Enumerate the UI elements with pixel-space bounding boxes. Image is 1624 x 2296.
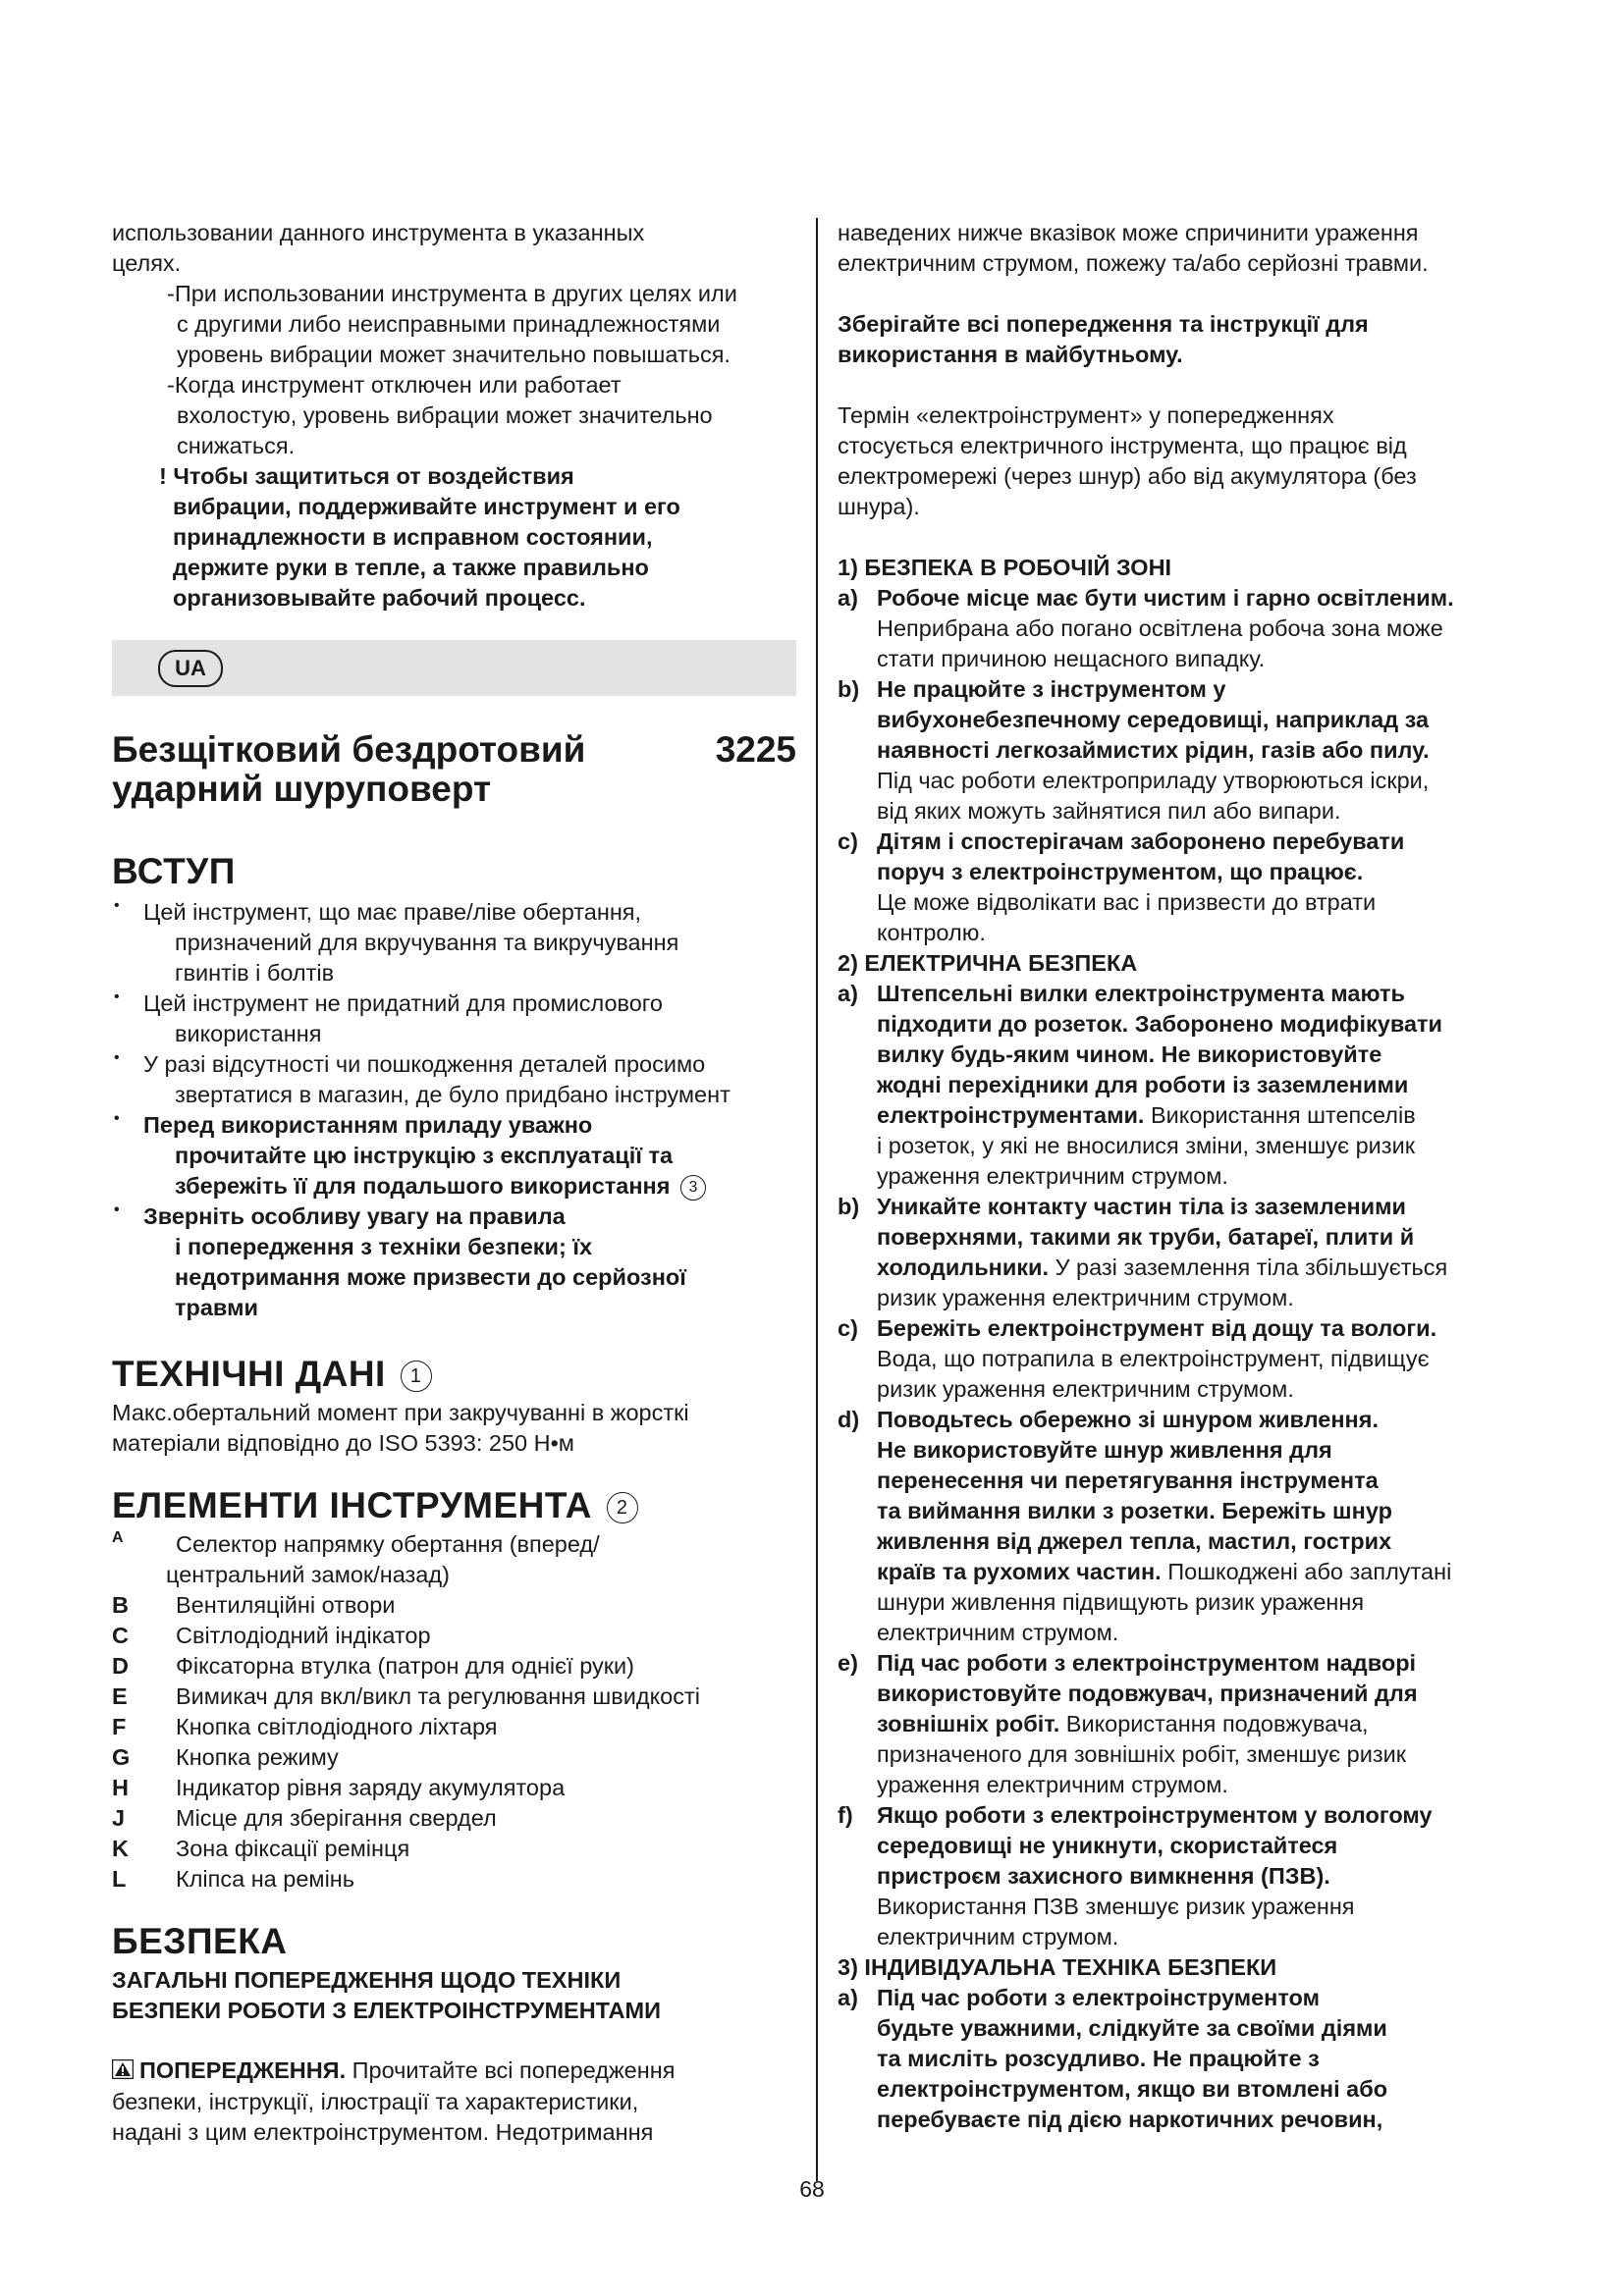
- rule-label: b): [838, 1194, 860, 1219]
- rule-bold: пристроєм захисного вимкнення (ПЗВ).: [877, 1863, 1330, 1889]
- component-key: D: [112, 1653, 129, 1679]
- figure-ref: 1: [401, 1361, 432, 1392]
- rule-text: ураження електричним струмом.: [877, 1772, 1228, 1797]
- components-list: [112, 1529, 796, 1895]
- warning-line: безпеки, інструкції, ілюстрації та характеристики,: [112, 2089, 639, 2115]
- rule-label: b): [838, 676, 860, 702]
- rule-label: c): [838, 828, 858, 854]
- rule-text: і розеток, у які не вносилися зміни, зменшує ризик: [877, 1133, 1415, 1158]
- component-key: F: [112, 1714, 127, 1739]
- rule-label: a): [838, 585, 858, 611]
- rule-bold: живлення від джерел тепла, мастил, гострих: [877, 1528, 1392, 1554]
- rule-text: Вода, що потрапила в електроінструмент, підвищує: [877, 1346, 1430, 1371]
- rule-label: a): [838, 981, 858, 1006]
- rule-text: стати причиною нещасного випадку.: [877, 646, 1266, 671]
- rule-bold: Штепсельні вилки електроінструмента мають: [877, 981, 1405, 1006]
- component-item: [112, 1742, 796, 1773]
- tech-line: матеріали відповідно до ISO 5393: 250 Н•м: [112, 1430, 574, 1456]
- list-line: недотримання може призвести до серйозної: [175, 1264, 686, 1290]
- ru-warning-line: принадлежности в исправном состоянии,: [173, 524, 653, 550]
- list-line: збережіть її для подальшого використання: [175, 1173, 671, 1199]
- safety-rule: [838, 1192, 1525, 1313]
- language-badge: UA: [158, 650, 223, 687]
- elements-heading: [112, 1484, 796, 1527]
- model-number: 3225: [715, 729, 796, 770]
- rule-label: c): [838, 1315, 858, 1341]
- safety-heading: БЕЗПЕКА: [112, 1921, 288, 1961]
- component-label: Вимикач для вкл/викл та регулювання швидкості: [176, 1683, 700, 1709]
- rule-bold: Якщо роботи з електроінструментом у вологому: [877, 1802, 1433, 1828]
- cont-line: наведених нижче вказівок може спричинити ураження: [838, 220, 1419, 245]
- product-title: [112, 730, 585, 809]
- list-item: • Цей інструмент, що має праве/ліве обертання, призначений для вкручування та викручування гвинтів і болтів: [112, 897, 796, 988]
- ru-warning: [112, 461, 796, 614]
- component-item: [112, 1651, 796, 1682]
- figure-ref: 2: [607, 1492, 638, 1523]
- safety-rule: [838, 1800, 1525, 1952]
- list-line: використання: [175, 1021, 322, 1046]
- rule-label: f): [838, 1802, 853, 1828]
- rule-bold: Бережіть електроінструмент від дощу та вологи.: [877, 1315, 1437, 1341]
- rule-bold: Не використовуйте шнур живлення для: [877, 1437, 1332, 1463]
- tech-line: Макс.обертальний момент при закручуванні в жорсткі: [112, 1400, 689, 1425]
- rule-bold: та виймання вилки з розетки. Бережіть шнур: [877, 1498, 1392, 1523]
- ru-vibration-text: [112, 218, 796, 614]
- right-column: [838, 218, 1525, 2135]
- rule-bold: та мисліть розсудливо. Не працюйте з: [877, 2046, 1320, 2071]
- safety-rule: [838, 827, 1525, 948]
- section-heading: 3) ІНДИВІДУАЛЬНА ТЕХНІКА БЕЗПЕКИ: [838, 1954, 1277, 1980]
- rule-label: a): [838, 1985, 858, 2010]
- rule-bold: середовищі не уникнути, скористайтеся: [877, 1833, 1338, 1858]
- warning-text: Прочитайте всі попередження: [352, 2057, 676, 2083]
- warning-label: ПОПЕРЕДЖЕННЯ.: [139, 2057, 347, 2083]
- term-line: шнура).: [838, 494, 920, 519]
- rule-bold: використовуйте подовжувач, призначений для: [877, 1681, 1418, 1706]
- safety-rule: [838, 674, 1525, 827]
- safety-subheading: БЕЗПЕКИ РОБОТИ З ЕЛЕКТРОІНСТРУМЕНТАМИ: [112, 1998, 661, 2023]
- component-item: [112, 1864, 796, 1895]
- list-line: прочитайте цю інструкцію з експлуатації та: [175, 1143, 674, 1168]
- component-label: Зона фіксації ремінця: [176, 1836, 410, 1861]
- rule-bold: Поводьтесь обережно зі шнуром живлення.: [877, 1407, 1379, 1432]
- left-column: [112, 218, 796, 2148]
- safety-rule: [838, 1405, 1525, 1648]
- component-key: B: [112, 1592, 129, 1618]
- component-key: E: [112, 1683, 128, 1709]
- rule-bold: жодні перехідники для роботи із заземленими: [877, 1072, 1409, 1097]
- rule-text: Неприбрана або погано освітлена робоча зона може: [877, 615, 1443, 641]
- rule-bold: вилку будь-яким чином. Не використовуйте: [877, 1041, 1382, 1067]
- ru-warning-line: ! Чтобы защититься от воздействия: [159, 463, 574, 489]
- list-line: звертатися в магазин, де було придбано інструмент: [175, 1082, 731, 1107]
- component-label: Місце для зберігання свердел: [176, 1805, 497, 1831]
- rule-bold: наявності легкозаймистих рідин, газів або пилу.: [877, 737, 1430, 763]
- intro-heading: ВСТУП: [112, 851, 236, 891]
- rule-bold: Дітям і спостерігачам заборонено перебувати: [877, 828, 1405, 854]
- ru-warning-line: вибрации, поддерживайте инструмент и его: [173, 494, 680, 519]
- component-item: [112, 1529, 796, 1590]
- list-item: • Перед використанням приладу уважно прочитайте цю інструкцію з експлуатації та збережіть її для подальшого використання 3: [112, 1110, 796, 1201]
- rule-bold: Не працюйте з інструментом у: [877, 676, 1226, 702]
- rule-text: електричним струмом.: [877, 1620, 1119, 1645]
- rule-bold: перенесення чи перетягування інструмента: [877, 1468, 1379, 1493]
- component-item: [112, 1773, 796, 1803]
- rule-text: Пошкоджені або заплутані: [1167, 1559, 1452, 1584]
- rule-text: призначеного для зовнішніх робіт, зменшує ризик: [877, 1741, 1407, 1767]
- rule-bold: електроінструментом, якщо ви втомлені або: [877, 2076, 1388, 2102]
- term-line: Термін «електроінструмент» у попередженнях: [838, 402, 1334, 428]
- ru-dash2-line: снижаться.: [177, 433, 296, 458]
- keep-instructions: використання в майбутньому.: [838, 342, 1183, 367]
- rule-text: Використання штепселів: [1150, 1102, 1416, 1128]
- list-line: і попередження з техніки безпеки; їх: [175, 1234, 593, 1259]
- safety-rule: [838, 1313, 1525, 1405]
- rule-bold: Уникайте контакту частин тіла із заземленими: [877, 1194, 1406, 1219]
- component-label: центральний замок/назад): [166, 1562, 450, 1587]
- rule-text: Використання подовжувача,: [1065, 1711, 1369, 1736]
- list-line: травми: [175, 1295, 258, 1320]
- product-title-line: ударний шуруповерт: [112, 769, 492, 809]
- warning-line: надані з цим електроінструментом. Недотримання: [112, 2119, 654, 2146]
- rule-bold: зовнішніх робіт.: [877, 1711, 1060, 1736]
- rule-text: Це може відволікати вас і призвести до втрати: [877, 889, 1377, 915]
- component-item: [112, 1621, 796, 1651]
- rule-bold: Під час роботи з електроінструментом надворі: [877, 1650, 1417, 1676]
- term-line: стосується електричного інструмента, що працює від: [838, 433, 1407, 458]
- column-divider: [816, 218, 818, 2181]
- keep-instructions: Зберігайте всі попередження та інструкції для: [838, 311, 1369, 337]
- rule-bold: поруч з електроінструментом, що працює.: [877, 859, 1364, 884]
- intro-list: [112, 897, 796, 1323]
- rule-text: ураження електричним струмом.: [877, 1163, 1228, 1189]
- tech-heading-text: ТЕХНІЧНІ ДАНІ: [112, 1354, 386, 1394]
- ru-dash2-line: -Когда инструмент отключен или работает: [167, 372, 622, 398]
- rule-label: e): [838, 1650, 858, 1676]
- figure-ref: 3: [680, 1175, 706, 1201]
- list-line: призначений для вкручування та викручування: [175, 930, 679, 955]
- section-heading: 2) ЕЛЕКТРИЧНА БЕЗПЕКА: [838, 950, 1138, 976]
- component-key: L: [112, 1866, 127, 1892]
- component-item: [112, 1682, 796, 1712]
- product-title-line: Безщітковий бездротовий: [112, 729, 586, 770]
- elements-heading-text: ЕЛЕМЕНТИ ІНСТРУМЕНТА: [112, 1485, 592, 1525]
- ru-warning-line: держите руки в тепле, а также правильно: [173, 555, 649, 580]
- component-key: G: [112, 1744, 131, 1770]
- rule-text: шнури живлення підвищують ризик ураження: [877, 1589, 1365, 1615]
- ru-dash1-line: -При использовании инструмента в других целях или: [167, 281, 737, 306]
- rule-text: електричним струмом.: [877, 1924, 1119, 1949]
- component-label: Кліпса на ремінь: [176, 1866, 355, 1892]
- list-line: гвинтів і болтів: [175, 960, 335, 986]
- rule-text: У разі заземлення тіла збільшується: [1055, 1255, 1448, 1280]
- list-item: • Цей інструмент не придатний для промислового використання: [112, 988, 796, 1049]
- rule-text: ризик ураження електричним струмом.: [877, 1376, 1294, 1402]
- rule-bold: перебуваєте під дією наркотичних речовин,: [877, 2107, 1383, 2132]
- component-key: K: [112, 1836, 129, 1861]
- component-label: Індикатор рівня заряду акумулятора: [176, 1775, 566, 1800]
- rule-bold: електроінструментами.: [877, 1102, 1145, 1128]
- safety-rule: [838, 583, 1525, 674]
- component-item: [112, 1712, 796, 1742]
- term-line: електромережі (через шнур) або від акумулятора (без: [838, 463, 1417, 489]
- component-label: Кнопка режиму: [176, 1744, 339, 1770]
- safety-subheading: ЗАГАЛЬНІ ПОПЕРЕДЖЕННЯ ЩОДО ТЕХНІКИ: [112, 1967, 622, 1993]
- rule-bold: підходити до розеток. Заборонено модифікувати: [877, 1011, 1443, 1037]
- component-label: Фіксаторна втулка (патрон для однієї руки): [176, 1653, 634, 1679]
- component-label: Світлодіодний індікатор: [176, 1623, 431, 1648]
- safety-rule: [838, 1648, 1525, 1800]
- ru-dash1-line: уровень вибрации может значительно повышаться.: [177, 342, 731, 367]
- product-title-row: [112, 730, 796, 809]
- component-label: Кнопка світлодіодного ліхтаря: [176, 1714, 498, 1739]
- tech-heading: [112, 1353, 796, 1396]
- rule-text: ризик ураження електричним струмом.: [877, 1285, 1294, 1310]
- general-warning: [112, 2056, 796, 2148]
- component-label: Селектор напрямку обертання (вперед/: [176, 1531, 600, 1557]
- section-heading: 1) БЕЗПЕКА В РОБОЧІЙ ЗОНІ: [838, 555, 1172, 580]
- ru-dash2-line: вхолостую, уровень вибрации может значительно: [177, 402, 713, 428]
- safety-rule: [838, 979, 1525, 1192]
- component-label: Вентиляційні отвори: [176, 1592, 396, 1618]
- rule-label: d): [838, 1407, 860, 1432]
- warning-icon: [112, 2056, 134, 2087]
- list-line: Цей інструмент не придатний для промислового: [143, 990, 663, 1016]
- component-key: A: [112, 1529, 124, 1546]
- list-line: Цей інструмент, що має праве/ліве обертання,: [143, 899, 642, 925]
- cont-line: електричним струмом, пожежу та/або серйозні травми.: [838, 250, 1429, 276]
- component-item: [112, 1803, 796, 1834]
- rule-bold: Під час роботи з електроінструментом: [877, 1985, 1320, 2010]
- rule-text: контролю.: [877, 920, 986, 945]
- language-band: [112, 640, 796, 696]
- list-line: У разі відсутності чи пошкодження деталей просимо: [143, 1051, 706, 1077]
- ru-dash1-line: с другими либо неисправными принадлежностями: [177, 311, 721, 337]
- rule-bold: будьте уважними, слідкуйте за своїми діями: [877, 2015, 1387, 2041]
- list-line: Перед використанням приладу уважно: [143, 1112, 593, 1138]
- component-key: C: [112, 1623, 129, 1648]
- safety-rule: [838, 1983, 1525, 2135]
- list-item: • Зверніть особливу увагу на правила і попередження з техніки безпеки; їх недотримання може призвести до серйозної травми: [112, 1201, 796, 1323]
- rule-bold: Робоче місце має бути чистим і гарно освітленим.: [877, 585, 1454, 611]
- list-line: Зверніть особливу увагу на правила: [143, 1203, 566, 1229]
- rule-text: Використання ПЗВ зменшує ризик ураження: [877, 1894, 1355, 1919]
- ru-warning-line: организовывайте рабочий процесс.: [173, 585, 586, 611]
- rule-bold: вибухонебезпечному середовищі, наприклад за: [877, 707, 1430, 732]
- page-number: 68: [799, 2176, 825, 2202]
- rule-text: від яких можуть зайнятися пил або випари.: [877, 798, 1341, 824]
- ru-intro-line: целях.: [112, 250, 182, 276]
- component-item: [112, 1590, 796, 1621]
- rule-bold: холодильники.: [877, 1255, 1050, 1280]
- rule-text: Під час роботи електроприладу утворюються іскри,: [877, 768, 1430, 793]
- rule-bold: країв та рухомих частин.: [877, 1559, 1162, 1584]
- list-item: • У разі відсутності чи пошкодження деталей просимо звертатися в магазин, де було придбано інструмент: [112, 1049, 796, 1110]
- ru-intro-line: использовании данного инструмента в указанных: [112, 220, 645, 245]
- rule-bold: поверхнями, такими як труби, батареї, плити й: [877, 1224, 1415, 1250]
- component-key: H: [112, 1775, 129, 1800]
- component-key: J: [112, 1805, 126, 1831]
- component-item: [112, 1834, 796, 1864]
